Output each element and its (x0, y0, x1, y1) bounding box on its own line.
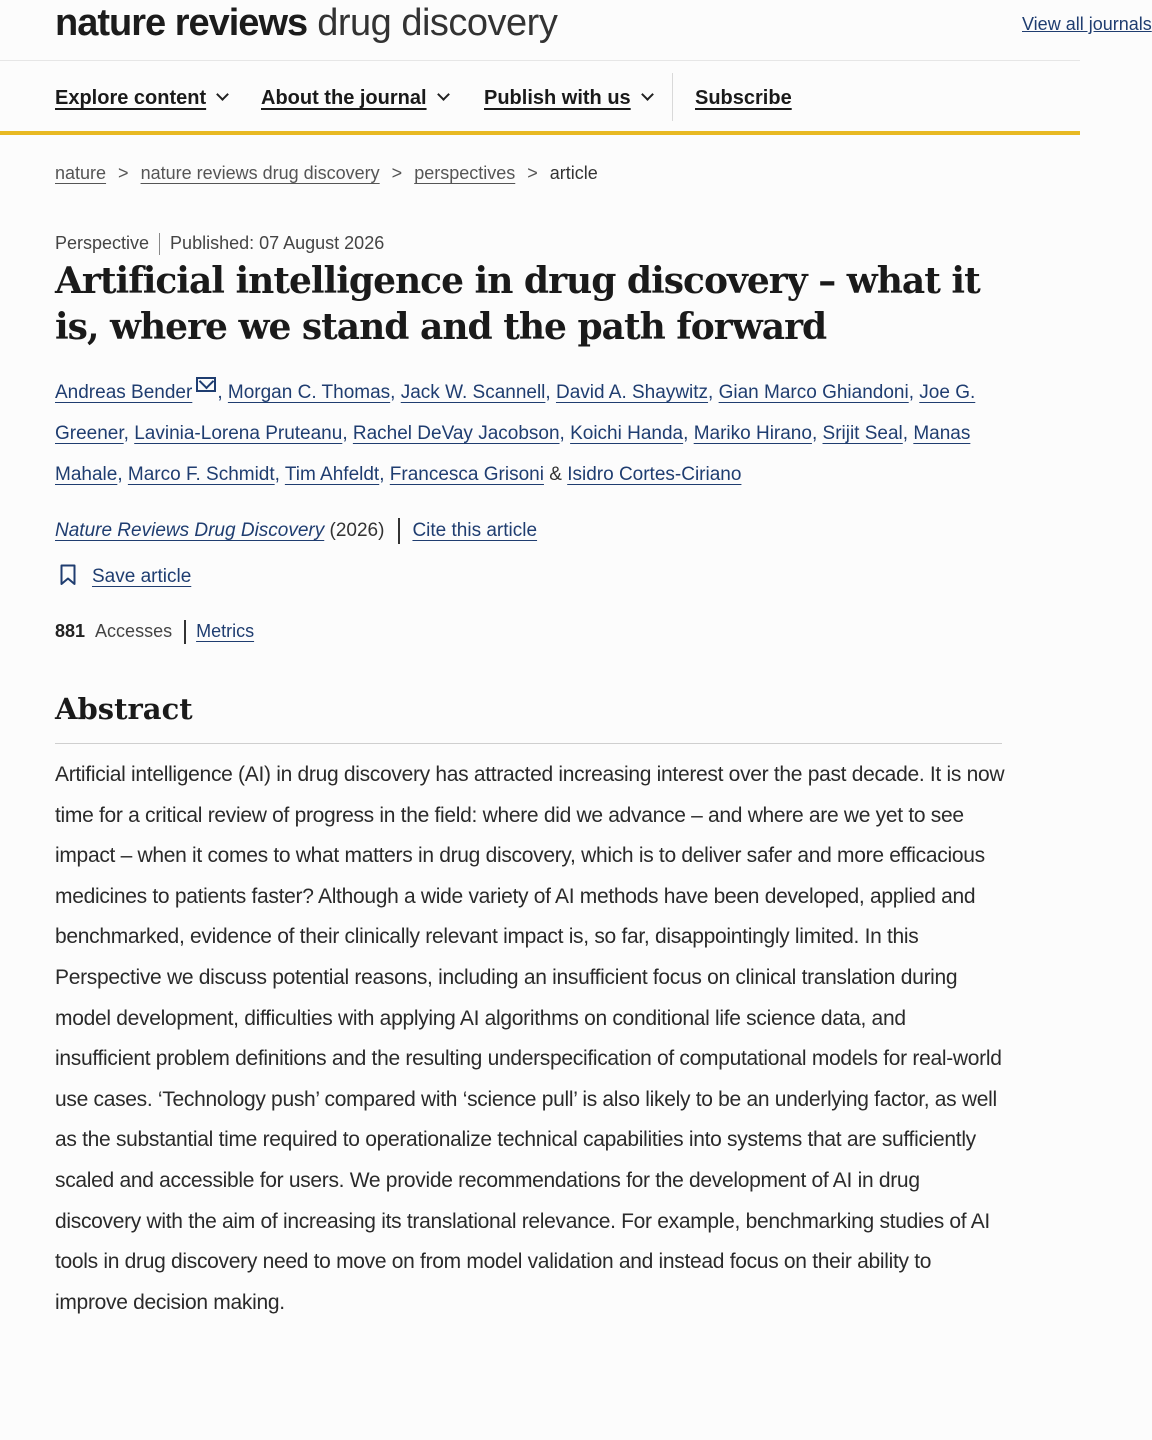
citation-divider (398, 518, 400, 544)
view-all-journals-link[interactable]: View all journals (1022, 14, 1152, 34)
nav-publish-with-us[interactable] (484, 87, 652, 110)
nav-about-journal-label: About the journal (261, 87, 427, 109)
save-article-label: Save article (92, 566, 192, 588)
accesses-count: 881 (55, 620, 86, 641)
accesses-label: Accesses (95, 620, 173, 641)
breadcrumb-journal[interactable]: nature reviews drug discovery (140, 163, 380, 183)
breadcrumb-nature[interactable]: nature (55, 163, 107, 183)
metrics-link[interactable]: Metrics (196, 620, 255, 641)
meta-divider (159, 233, 160, 255)
logo-bold-text: nature reviews (55, 2, 308, 44)
author-link[interactable]: Jack W. Scannell (400, 382, 546, 403)
author-link[interactable]: Gian Marco Ghiandoni (718, 382, 909, 403)
author-link[interactable]: Manas Mahale (55, 423, 971, 485)
save-article-button[interactable] (60, 566, 191, 588)
author-link[interactable]: Koichi Handa (570, 423, 684, 444)
author-conjunction: & (549, 464, 562, 485)
nav-publish-with-us-label: Publish with us (484, 87, 631, 109)
author-link[interactable]: Joe G. Greener (55, 382, 976, 444)
author-link[interactable]: Mariko Hirano (693, 423, 812, 444)
breadcrumb-separator: > (118, 163, 129, 183)
logo-light-text: drug discovery (317, 2, 558, 44)
author-link[interactable]: Francesca Grisoni (389, 464, 544, 485)
chevron-down-icon (641, 88, 654, 101)
author-list: Andreas Bender , Morgan C. Thomas, Jack W. Scannell, David A. Shaywitz, Gian Marco Ghiandoni, Joe G. Greener, Lavinia-Lorena Pruteanu, Rachel DeVay Jacobson, Koichi Handa, Mariko Hirano, Srijit Seal, Manas Mahale, Marco F. Schmidt, Tim Ahfeldt, Francesca Grisoni & Isidro Cortes-Ciriano (55, 372, 1005, 495)
breadcrumb-current: article (549, 163, 598, 183)
nav-explore-content[interactable] (55, 87, 227, 110)
main-nav (0, 61, 1080, 135)
author-link[interactable]: Marco F. Schmidt (127, 464, 275, 485)
abstract-text: Artificial intelligence (AI) in drug discovery has attracted increasing interest over the past decade. It is now time for a critical review of progress in the field: where did we advance – and where are we yet to see impact – when it comes to what matters in drug discovery, which is to deliver safer and more efficacious medicines to patients faster? Although a wide variety of AI methods have been developed, applied and benchmarked, evidence of their clinically relevant impact is, so far, disappointingly limited. In this Perspective we discuss potential reasons, including an insufficient focus on clinical translation during model development, difficulties with applying AI algorithms on conditional life science data, and insufficient problem definitions and the resulting underspecification of computational models for real-world use cases. ‘Technology push’ compared with ‘science pull’ is also likely to be an underlying factor, as well as the substantial time required to operationalize technical capabilities into systems that are sufficiently scaled and accessible for users. We provide recommendations for the development of AI in drug discovery with the aim of increasing its translational relevance. For example, benchmarking studies of AI tools in drug discovery need to move on from model validation and instead focus on their ability to improve decision making. (55, 763, 1005, 1314)
abstract-heading: Abstract (55, 692, 193, 726)
nav-subscribe[interactable] (695, 87, 792, 110)
nav-divider (672, 73, 673, 121)
article-meta (55, 233, 384, 255)
masthead (0, 0, 1152, 61)
article-metrics (55, 620, 254, 644)
metrics-divider (184, 620, 186, 644)
breadcrumb (55, 163, 598, 184)
nav-about-journal[interactable] (261, 87, 448, 110)
abstract-divider (55, 743, 1002, 744)
chevron-down-icon (437, 88, 450, 101)
cite-article-link[interactable]: Cite this article (412, 520, 538, 542)
publication-year: (2026) (329, 520, 385, 542)
journal-logo[interactable] (55, 2, 557, 45)
author-link[interactable]: Rachel DeVay Jacobson (352, 423, 560, 444)
breadcrumb-separator: > (391, 163, 403, 183)
citation-line (55, 518, 537, 544)
bookmark-icon (60, 564, 76, 586)
author-link[interactable]: Morgan C. Thomas (227, 382, 391, 403)
author-link[interactable]: David A. Shaywitz (555, 382, 709, 403)
chevron-down-icon (216, 88, 229, 101)
article-type: Perspective (55, 233, 150, 253)
mail-icon[interactable] (196, 377, 216, 392)
article-title: Artificial intelligence in drug discovery – what it is, where we stand and the path forward (55, 260, 980, 348)
journal-name-link[interactable]: Nature Reviews Drug Discovery (55, 520, 325, 542)
nav-subscribe-label: Subscribe (695, 87, 792, 109)
author-link[interactable]: Lavinia-Lorena Pruteanu (134, 423, 343, 444)
nav-explore-content-label: Explore content (55, 87, 207, 109)
author-link[interactable]: Isidro Cortes-Ciriano (567, 464, 742, 485)
author-link[interactable]: Srijit Seal (822, 423, 903, 444)
author-link[interactable]: Andreas Bender (55, 382, 193, 403)
author-link[interactable]: Tim Ahfeldt (284, 464, 380, 485)
breadcrumb-separator: > (527, 163, 538, 183)
published-date: Published: 07 August 2026 (170, 233, 385, 253)
breadcrumb-perspectives[interactable]: perspectives (414, 163, 516, 183)
